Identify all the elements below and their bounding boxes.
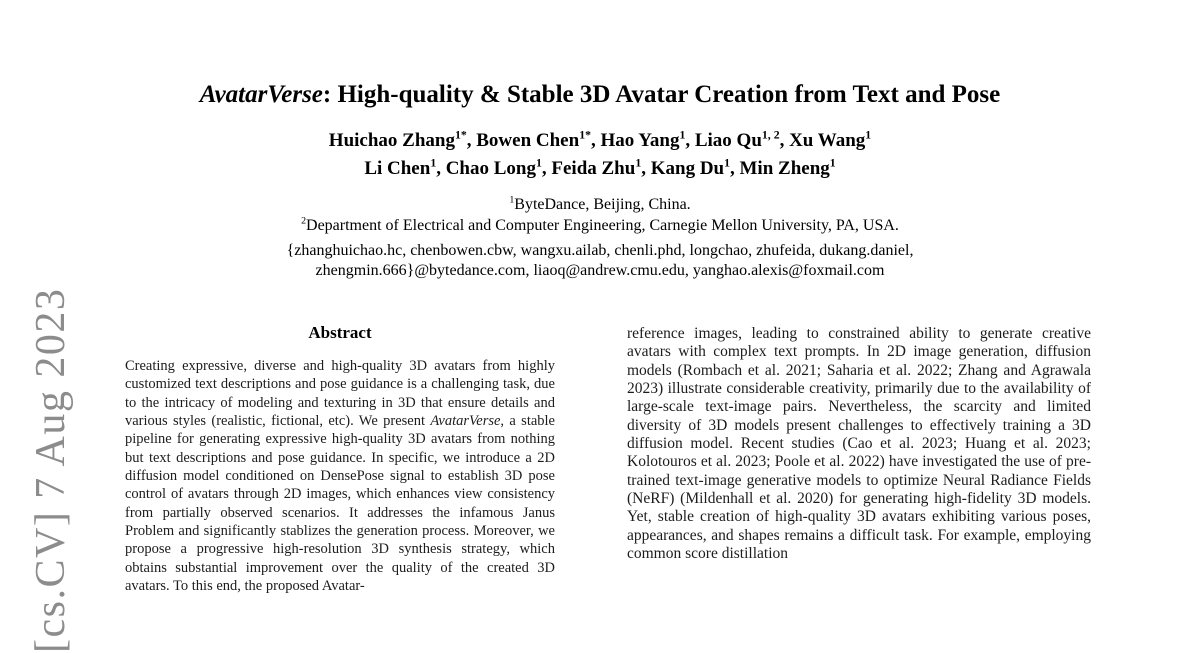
author-affiliation-sup: 1, 2 — [761, 128, 780, 142]
author-affiliation-sup: 1 — [535, 156, 542, 170]
author-name: Feida Zhu$^1$, — [551, 156, 651, 179]
author-affiliation-sup: 1 — [430, 156, 437, 170]
author-name: Chao Long$^1$, — [445, 156, 552, 179]
paper-title — [110, 80, 1090, 110]
email-line-2: zhengmin.666}@bytedance.com, liaoq@andrew.cmu.edu, yanghao.alexis@foxmail.com — [315, 262, 885, 279]
author-name: Bowen Chen$^{1*}$, — [476, 128, 601, 151]
authors-block — [110, 127, 1090, 183]
author-affiliation-sup: 1* — [579, 128, 591, 142]
author-name: Hao Yang$^1$, — [600, 128, 695, 151]
author-name: Liao Qu$^{1, 2}$, — [694, 128, 790, 151]
paper-title-italic: AvatarVerse — [199, 81, 323, 108]
affiliation-sup: 1 — [509, 194, 515, 206]
author-name: Xu Wang$^1$ — [789, 128, 872, 151]
author-line-2 — [110, 155, 1090, 183]
arxiv-watermark: [cs.CV] 7 Aug 2023 — [28, 287, 74, 653]
author-name: Kang Du$^1$, — [650, 156, 740, 179]
author-affiliation-sup: 1 — [829, 156, 836, 170]
abstract-body: Creating expressive, diverse and high-quality 3D avatars from highly customized text descriptions and pose guidance is a challenging task, due to the intricacy of modeling and texturing in 3D that ensure details and various styles (realistic, fictional, etc). We present AvatarVerse, a stable pipeline for generating expressive high-quality 3D avatars from nothing but text descriptions and pose guidance. In specific, we introduce a 2D diffusion model conditioned on DensePose signal to establish 3D pose control of avatars through 2D images, which enhances view consistency from partially observed scenarios. It addresses the infamous Janus Problem and significantly stablizes the generation process. Moreover, we propose a progressive high-resolution 3D synthesis strategy, which obtains substantial improvement over the quality of the created 3D avatars. To this end, the proposed Avatar- — [125, 358, 555, 595]
author-affiliation-sup: 1 — [679, 128, 686, 142]
author-affiliation-sup: 1 — [635, 156, 642, 170]
abstract-section — [125, 324, 555, 595]
emails-block — [110, 241, 1090, 281]
introduction-paragraph: reference images, leading to constrained ability to generate creative avatars with complex text prompts. In 2D image generation, diffusion models (Rombach et al. 2021; Saharia et al. 2022; Zhang and Agrawala 2023) illustrate considerable creativity, primarily due to the availability of large-scale text-image pairs. Nevertheless, the scarcity and limited diversity of 3D models present challenges to effectively training a 3D diffusion model. Recent studies (Cao et al. 2023; Huang et al. 2023; Kolotouros et al. 2023; Poole et al. 2022) have investigated the use of pre-trained text-image generative models to optimize Neural Radiance Fields (NeRF) (Mildenhall et al. 2020) for generating high-fidelity 3D models. Yet, stable creation of high-quality 3D avatars exhibiting various poses, appearances, and shapes remains a difficult task. For example, employing common score distillation — [627, 325, 1091, 563]
paper-header — [110, 80, 1090, 281]
author-name: Min Zheng$^1$ — [739, 156, 836, 179]
abstract-italic-term: AvatarVerse — [430, 413, 501, 430]
paper-title-rest: : High-quality & Stable 3D Avatar Creation from Text and Pose — [322, 81, 1001, 108]
email-line-1: {zhanghuichao.hc, chenbowen.cbw, wangxu.ailab, chenli.phd, longchao, zhufeida, dukang.daniel, — [286, 242, 914, 259]
author-affiliation-sup: 1* — [454, 128, 467, 142]
author-affiliation-sup: 1 — [865, 128, 872, 142]
affiliation-2: $^2$Department of Electrical and Computer Engineering, Carnegie Mellon University, PA, USA. — [301, 215, 899, 234]
author-line-1 — [110, 127, 1090, 155]
affiliations-block — [110, 194, 1090, 236]
abstract-heading: Abstract — [308, 323, 372, 342]
author-affiliation-sup: 1 — [724, 156, 730, 170]
author-name: Li Chen$^1$, — [364, 156, 446, 179]
affiliation-1: $^1$ByteDance, Beijing, China. — [509, 194, 691, 213]
author-name: Huichao Zhang$^{1*}$, — [328, 128, 477, 151]
introduction-column — [627, 325, 1091, 563]
affiliation-sup: 2 — [301, 215, 307, 227]
